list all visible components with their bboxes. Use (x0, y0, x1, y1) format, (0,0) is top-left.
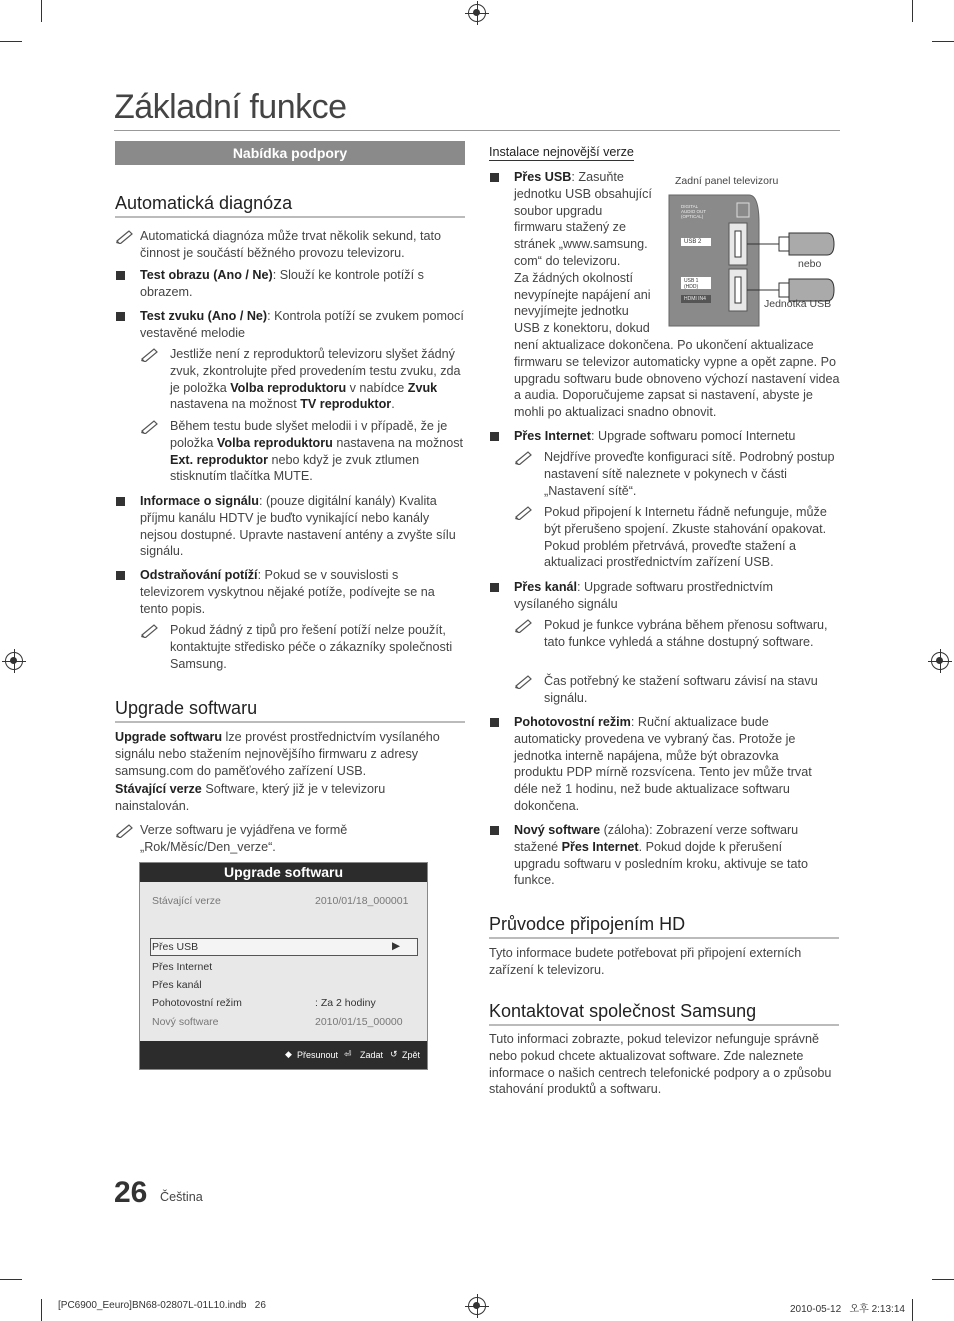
standby-item: Pohotovostní režim: Ruční aktualizace bude automaticky provedena ve vybraný čas. Protože je jednotka interně napájena, může být obrazovka produktu PDP mírně rozsvícena. Tento jev může trvat déle než 1 hodinu, než bude aktualizace softwaru dokončena. (514, 715, 812, 813)
registration-mark-icon (468, 1297, 486, 1315)
osd-item-internet[interactable]: Přes Internet (152, 961, 213, 973)
bullet-icon (116, 497, 125, 506)
note-text: Během testu bude slyšet melodii i v případě, že je položka Volba reproduktoru nastavena na možnost Ext. reproduktor nebo když je zvuk ztlumen stisknutím tlačítka MUTE. (170, 419, 464, 484)
upgrade-paragraph: Upgrade softwaru lze provést prostřednictvím vysílaného signálu nebo stažením nejnovějšího firmwaru z adresy samsung.com do paměťového zařízení USB. (115, 730, 440, 778)
port-usb1-label: USB 1 (HDD) (684, 278, 699, 290)
osd-current-value: 2010/01/18_000001 (315, 895, 409, 907)
print-file-info: [PC6900_Eeuro]BN68-02807L-01L10.indb 26 (58, 1300, 266, 1311)
osd-back-label: Zpět (402, 1050, 421, 1060)
test-picture-item: Test obrazu (Ano / Ne): Slouží ke kontrole potíží s obrazem. (140, 268, 424, 299)
page-title: Základní funkce (114, 88, 347, 126)
via-internet-item: Přes Internet: Upgrade softwaru pomocí Internetu (514, 429, 796, 443)
software-upgrade-osd (139, 862, 428, 1070)
osd-title: Upgrade softwaru (140, 863, 427, 882)
software-upgrade-heading: Upgrade softwaru (115, 698, 465, 723)
via-usb-continued: není aktualizace dokončena. Po ukončení aktualizace firmwaru se televizor automaticky vypne a opět zapne. Po upgradu softwaru bude obnoveno výchozí nastavení videa a audia. Doporučujeme zapsat si nastavení, abyste je mohli po aktualizaci snadno obnovit. (514, 338, 840, 420)
note-text: Pokud je funkce vybrána během přenosu softwaru, tato funkce vyhledá a stáhne dostupný software. (544, 618, 828, 649)
note-pencil-icon (140, 418, 160, 434)
registration-mark-icon (5, 652, 23, 670)
note-text: Pokud žádný z tipů pro řešení potíží nelze použít, kontaktujte středisko péče o zákazníky společnosti Samsung. (170, 623, 453, 671)
bullet-icon (116, 271, 125, 280)
bullet-icon (490, 583, 499, 592)
note-pencil-icon (514, 617, 534, 633)
osd-item-new-software[interactable]: Nový software (152, 1016, 219, 1028)
registration-mark-icon (931, 652, 949, 670)
troubleshooting-item: Odstraňování potíží: Pokud se v souvislosti s televizorem vyskytnou nějaké potíže, podívejte se na tento popis. (140, 568, 435, 616)
support-menu-bar: Nabídka podpory (115, 141, 465, 165)
crop-mark (0, 1279, 22, 1280)
note-text: Čas potřebný ke stažení softwaru závisí na stavu signálu. (544, 674, 818, 705)
note-pencil-icon (115, 228, 135, 244)
new-software-item: Nový software (záloha): Zobrazení verze softwaru stažené Přes Internet. Pokud dojde k přerušení upgradu softwaru v posledním kroku, aktivuje se tato funkce. (514, 823, 809, 888)
page-number: 26 (114, 1176, 148, 1209)
osd-arrow-icon: ▶ (392, 940, 401, 952)
osd-current-label: Stávající verze (152, 895, 221, 907)
note-text: Verze softwaru je vyjádřena ve formě „Rok/Měsíc/Den_verze“. (140, 823, 348, 854)
via-channel-item: Přes kanál: Upgrade softwaru prostřednictvím vysílaného signálu (514, 580, 773, 611)
registration-mark-icon (468, 4, 486, 22)
osd-item-standby[interactable]: Pohotovostní režim (152, 997, 242, 1009)
note-pencil-icon (514, 673, 534, 689)
crop-mark (0, 41, 22, 42)
note-pencil-icon (140, 622, 160, 638)
hd-guide-heading: Průvodce připojením HD (489, 914, 839, 939)
bullet-icon (490, 718, 499, 727)
title-rule (114, 130, 840, 131)
bullet-icon (490, 173, 499, 182)
crop-mark (932, 41, 954, 42)
or-label: nebo (798, 258, 822, 270)
port-hdmi-label: HDMI IN4 (684, 296, 706, 302)
note-pencil-icon (514, 449, 534, 465)
note-text: Pokud připojení k Internetu řádně nefunguje, může být přerušeno spojení. Zkuste stahování opakovat. Pokud problém přetrvává, proveďte stažení a aktualizaci prostřednictvím zařízení USB. (544, 505, 827, 570)
install-latest-heading: Instalace nejnovější verze (489, 145, 634, 159)
osd-item-channel[interactable]: Přes kanál (152, 979, 202, 991)
crop-mark (912, 0, 913, 22)
note-pencil-icon (140, 346, 160, 362)
contact-samsung-heading: Kontaktovat společnost Samsung (489, 1001, 839, 1026)
osd-footer (140, 1041, 427, 1069)
bullet-icon (490, 826, 499, 835)
note-pencil-icon (514, 504, 534, 520)
osd-standby-value: : Za 2 hodiny (315, 997, 376, 1009)
port-digital-label: DIGITAL AUDIO OUT (OPTICAL) (681, 204, 706, 219)
via-usb-item: Přes USB: Zasuňte jednotku USB obsahující soubor upgradu firmwaru stažený ze stránek „www.samsung. com“ do televizoru. Za žádných okolností nevypínejte napájení ani nevyjímejte jednotku USB z konektoru, dokud (514, 170, 652, 336)
page-language: Čeština (160, 1190, 203, 1204)
port-usb2-label: USB 2 (684, 239, 702, 245)
test-sound-item: Test zvuku (Ano / Ne): Kontrola potíží se zvukem pomocí vestavěné melodie (140, 309, 464, 340)
current-version-paragraph: Stávající verze Software, který již je v televizoru nainstalován. (115, 782, 386, 813)
osd-item-usb[interactable]: Přes USB (152, 941, 199, 953)
osd-move-label: Přesunout (297, 1050, 339, 1060)
note-text: Jestliže není z reproduktorů televizoru slyšet žádný zvuk, zkontrolujte před provedením testu zvuku, zda je položka Volba reproduktoru v nabídce Zvuk nastavena na možnost TV reproduktor. (170, 347, 461, 412)
osd-enter-label: Zadat (360, 1050, 384, 1060)
rear-panel-label: Zadní panel televizoru (675, 175, 779, 187)
bullet-icon (116, 312, 125, 321)
bullet-icon (490, 432, 499, 441)
auto-diagnosis-heading: Automatická diagnóza (115, 193, 465, 218)
crop-mark (41, 1299, 42, 1321)
note-pencil-icon (115, 822, 135, 838)
print-date-info: 2010-05-12 오후 2:13:14 (790, 1304, 905, 1315)
contact-samsung-text: Tuto informaci zobrazte, pokud televizor nefunguje správně nebo pokud chcete aktualizovat software. Zde naleznete informace o našich centrech telefonické podpory a o způsobu stahování produktů a softwaru. (489, 1032, 832, 1097)
note-text: Automatická diagnóza může trvat několik sekund, tato činnost je součástí běžného provozu televizoru. (140, 229, 442, 260)
signal-info-item: Informace o signálu: (pouze digitální kanály) Kvalita příjmu kanálu HDTV je buďto vynikající nebo kanály nejsou dostupné. Upravte nastavení antény a zvyšte sílu signálu. (140, 494, 456, 559)
move-icon: ◆ (285, 1049, 292, 1059)
return-icon: ↺ (390, 1049, 398, 1059)
hd-guide-text: Tyto informace budete potřebovat při připojení externích zařízení k televizoru. (489, 946, 802, 977)
crop-mark (41, 0, 42, 22)
osd-new-software-value: 2010/01/15_00000 (315, 1016, 403, 1028)
crop-mark (932, 1279, 954, 1280)
bullet-icon (116, 571, 125, 580)
note-text: Nejdříve proveďte konfiguraci sítě. Podrobný postup nastavení sítě naleznete v pokynech v části „Nastavení sítě“. (544, 450, 835, 498)
enter-icon: ⏎ (344, 1049, 352, 1059)
crop-mark (912, 1299, 913, 1321)
usb-drive-label: Jednotka USB (764, 298, 832, 310)
